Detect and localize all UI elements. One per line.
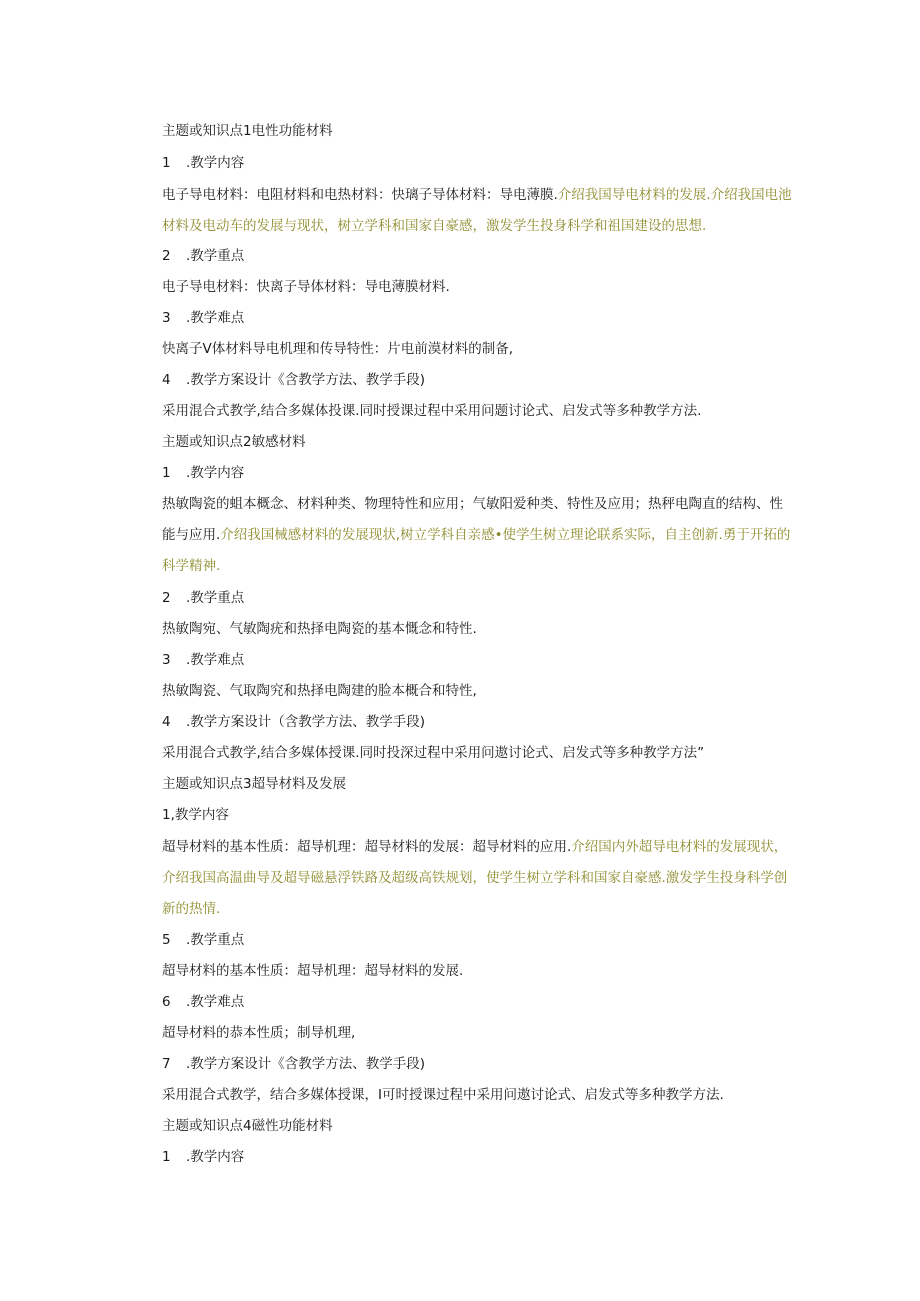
section-3-difficulty-label xyxy=(162,992,244,1012)
section-2-title: 主题或知识点2敏感材料 xyxy=(162,434,306,450)
section-4-content-label xyxy=(162,1147,244,1167)
section-2-content-paragraph xyxy=(162,489,792,582)
section-1-design-label xyxy=(162,370,425,390)
label-number: 6 xyxy=(162,994,171,1010)
label-text: .教学重点 xyxy=(186,590,245,606)
section-3-title: 主题或知识点3超导材料及发展 xyxy=(162,776,347,792)
paragraph-highlight: 介绍我国械感材料的发展现状,树立学科自亲感•使学生树立理论联系实际，自主创新.勇于开拓的科学精神. xyxy=(162,527,791,574)
section-3-design-text: 采用混合式教学，结合多媒体授课，I可时授课过程中采用问遨讨论式、启发式等多种教学方法. xyxy=(162,1087,724,1103)
paragraph-highlight: 介绍我国导电材料的发展.介绍我国电池材料及电动车的发展与现状，树立学科和国家自豪感，激发学生投身科学和祖国建设的思想. xyxy=(162,187,792,234)
label-text: .教学重点 xyxy=(186,248,245,264)
label-number: 3 xyxy=(162,310,171,326)
label-number: 4 xyxy=(162,372,171,388)
label-text: .教学难点 xyxy=(186,310,245,326)
label-text: .教学方案设计《含教学方法、教学手段) xyxy=(186,372,426,388)
label-text: 1,教学内容 xyxy=(162,807,229,823)
section-2-design-text: 采用混合式教学,结合多媒体授课.同时投深过程中采用问遨讨论式、启发式等多种教学方法” xyxy=(162,745,705,761)
paragraph-plain: 电子导电材料：电阻材料和电热材料：快璃子导体材料：导电薄膜. xyxy=(162,187,558,203)
section-1-difficulty-label xyxy=(162,308,244,328)
label-text: .教学内容 xyxy=(186,1149,245,1165)
section-2-key-text: 热敏陶宛、气敏陶疣和热择电陶瓷的基本慨念和特性. xyxy=(162,621,477,637)
section-2-difficulty-text: 热敏陶瓷、气取陶究和热择电陶建的脸本概合和特性, xyxy=(162,683,477,699)
section-2-difficulty-label xyxy=(162,650,244,670)
label-text: .教学内容 xyxy=(186,155,245,171)
paragraph-plain: 热敏陶瓷的蛆本概念、材料种类、物理特性和应用；气敏阳爱种类、特性及应用；热秤电陶直的结构、性能与应用. xyxy=(162,496,783,543)
label-number: 2 xyxy=(162,590,171,606)
section-3-design-label xyxy=(162,1054,425,1074)
label-text: .教学内容 xyxy=(186,465,245,481)
label-text: .教学方案设计《含教学方法、教学手段) xyxy=(186,1056,426,1072)
label-number: 1 xyxy=(162,465,171,481)
label-number: 4 xyxy=(162,714,171,730)
section-3-content-label xyxy=(162,805,229,825)
section-1-key-label xyxy=(162,246,244,266)
section-3-key-text: 超导材料的基本性质：超导机理：超导材料的发展. xyxy=(162,963,464,979)
label-number: 2 xyxy=(162,248,171,264)
label-text: .教学方案设计（含教学方法、教学手段) xyxy=(186,714,426,730)
section-2-content-label xyxy=(162,463,244,483)
section-1-key-text: 电子导电材料：快离子导体材料：导电薄膜材料. xyxy=(162,279,450,295)
section-1-content-label xyxy=(162,153,244,173)
paragraph-plain: 超导材料的基本性质：超导机理：超导材料的发展：超导材料的应用. xyxy=(162,839,572,855)
label-number: 3 xyxy=(162,652,171,668)
section-3-key-label xyxy=(162,930,244,950)
section-1-design-text: 采用混合式教学,结合多媒体投课.同时授课过程中采用问题讨论式、启发式等多种教学方法. xyxy=(162,403,702,419)
section-2-design-label xyxy=(162,712,425,732)
label-number: 5 xyxy=(162,932,171,948)
section-1-content-paragraph xyxy=(162,180,792,242)
label-number: 1 xyxy=(162,1149,171,1165)
label-number: 1 xyxy=(162,155,171,171)
section-1-title: 主题或知识点1电性功能材料 xyxy=(162,123,333,139)
label-text: .教学难点 xyxy=(186,652,245,668)
section-1-difficulty-text: 快离子V体材料导电机理和传导特性：片电前漠材料的制备, xyxy=(162,341,514,357)
section-2-key-label xyxy=(162,588,244,608)
section-4-title: 主题或知识点4磁性功能材料 xyxy=(162,1118,333,1134)
section-3-difficulty-text: 超导材料的恭本性质；制导机理, xyxy=(162,1025,356,1041)
paragraph-highlight: 介绍国内外超导电材料的发展现状，介绍我国高温曲导及超导磁悬浮铁路及超级高铁规划，使学生树立学科和国家自豪感.激发学生投身科学创新的热情. xyxy=(162,839,788,917)
label-text: .教学难点 xyxy=(186,994,245,1010)
section-3-content-paragraph xyxy=(162,832,792,925)
label-number: 7 xyxy=(162,1056,171,1072)
label-text: .教学重点 xyxy=(186,932,245,948)
